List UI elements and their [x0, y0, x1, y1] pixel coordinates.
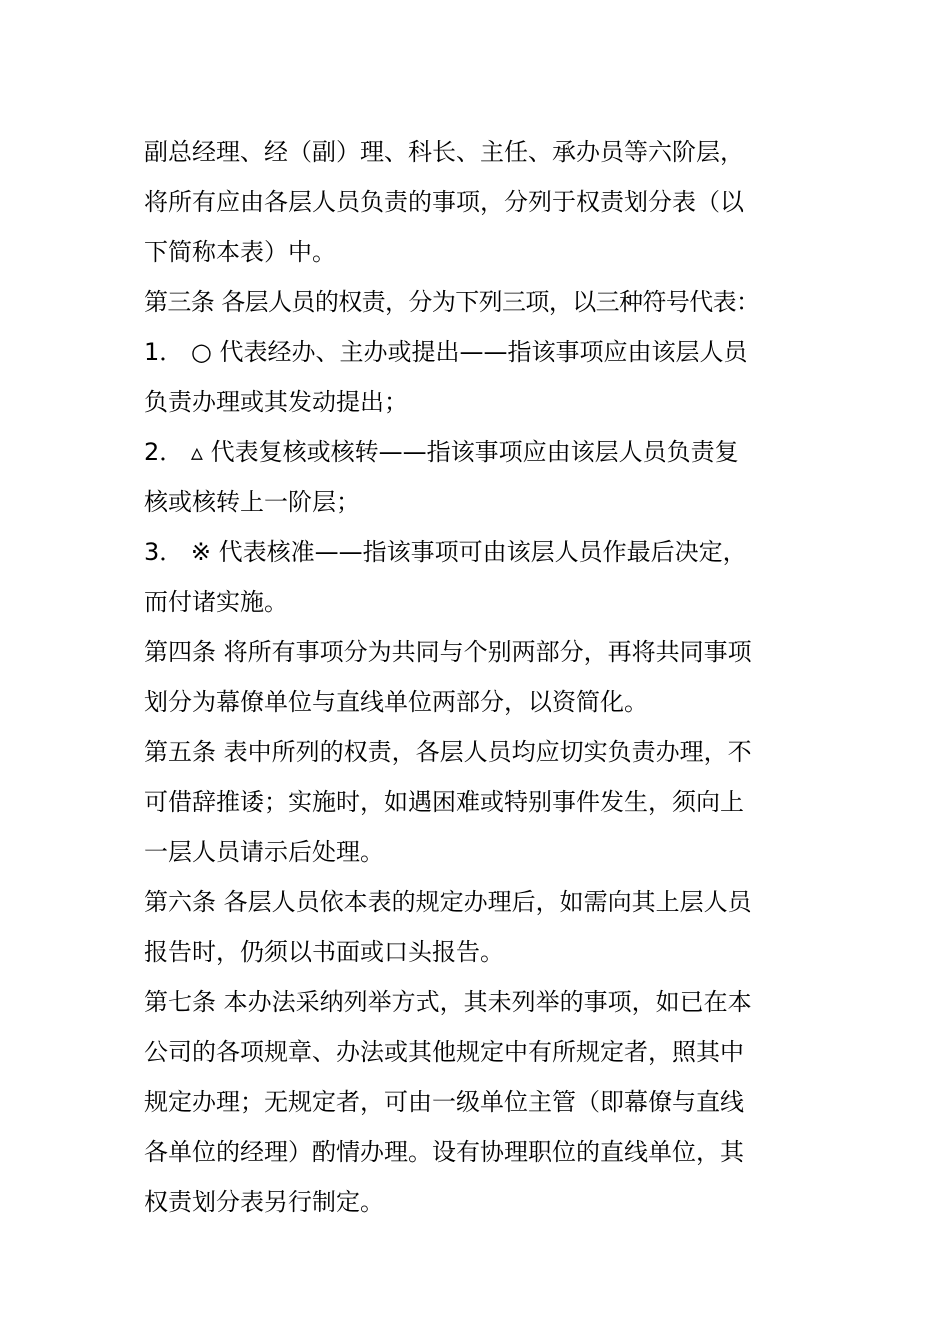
item-2-line: 2． ▵ 代表复核或核转——指该事项应由该层人员负责复 [144, 438, 739, 466]
article-4-continued-line: 划分为幕僚单位与直线单位两部分，以资简化。 [144, 688, 648, 716]
article-7-continued-line-1: 公司的各项规章、办法或其他规定中有所规定者，照其中 [144, 1038, 744, 1066]
document-body [144, 127, 812, 1227]
article-7-continued-line-3: 各单位的经理）酌情办理。设有协理职位的直线单位，其 [144, 1138, 744, 1166]
article-4-line: 第四条 将所有事项分为共同与个别两部分，再将共同事项 [144, 638, 752, 666]
item-2-continued-line: 核或核转上一阶层； [144, 488, 360, 516]
text-line-1: 副总经理、经（副）理、科长、主任、承办员等六阶层， [144, 138, 744, 166]
article-7-continued-line-2: 规定办理；无规定者，可由一级单位主管（即幕僚与直线 [144, 1088, 744, 1116]
article-6-line: 第六条 各层人员依本表的规定办理后，如需向其上层人员 [144, 888, 752, 916]
item-1-continued-line: 负责办理或其发动提出； [144, 388, 408, 416]
article-5-continued-line-1: 可借辞推诿；实施时，如遇困难或特别事件发生，须向上 [144, 788, 744, 816]
article-5-line: 第五条 表中所列的权责，各层人员均应切实负责办理，不 [144, 738, 752, 766]
item-3-line: 3． ※ 代表核准——指该事项可由该层人员作最后决定， [144, 538, 747, 566]
article-7-continued-line-4: 权责划分表另行制定。 [144, 1188, 384, 1216]
text-line-2: 将所有应由各层人员负责的事项，分列于权责划分表（以 [144, 188, 744, 216]
item-3-continued-line: 而付诸实施。 [144, 588, 288, 616]
item-1-line: 1． ○ 代表经办、主办或提出——指该事项应由该层人员 [144, 338, 748, 366]
article-3-heading-line: 第三条 各层人员的权责，分为下列三项，以三种符号代表： [144, 288, 760, 316]
article-7-line: 第七条 本办法采纳列举方式，其未列举的事项，如已在本 [144, 988, 752, 1016]
article-5-continued-line-2: 一层人员请示后处理。 [144, 838, 384, 866]
article-6-continued-line: 报告时，仍须以书面或口头报告。 [144, 938, 504, 966]
text-line-3: 下简称本表）中。 [144, 238, 336, 266]
